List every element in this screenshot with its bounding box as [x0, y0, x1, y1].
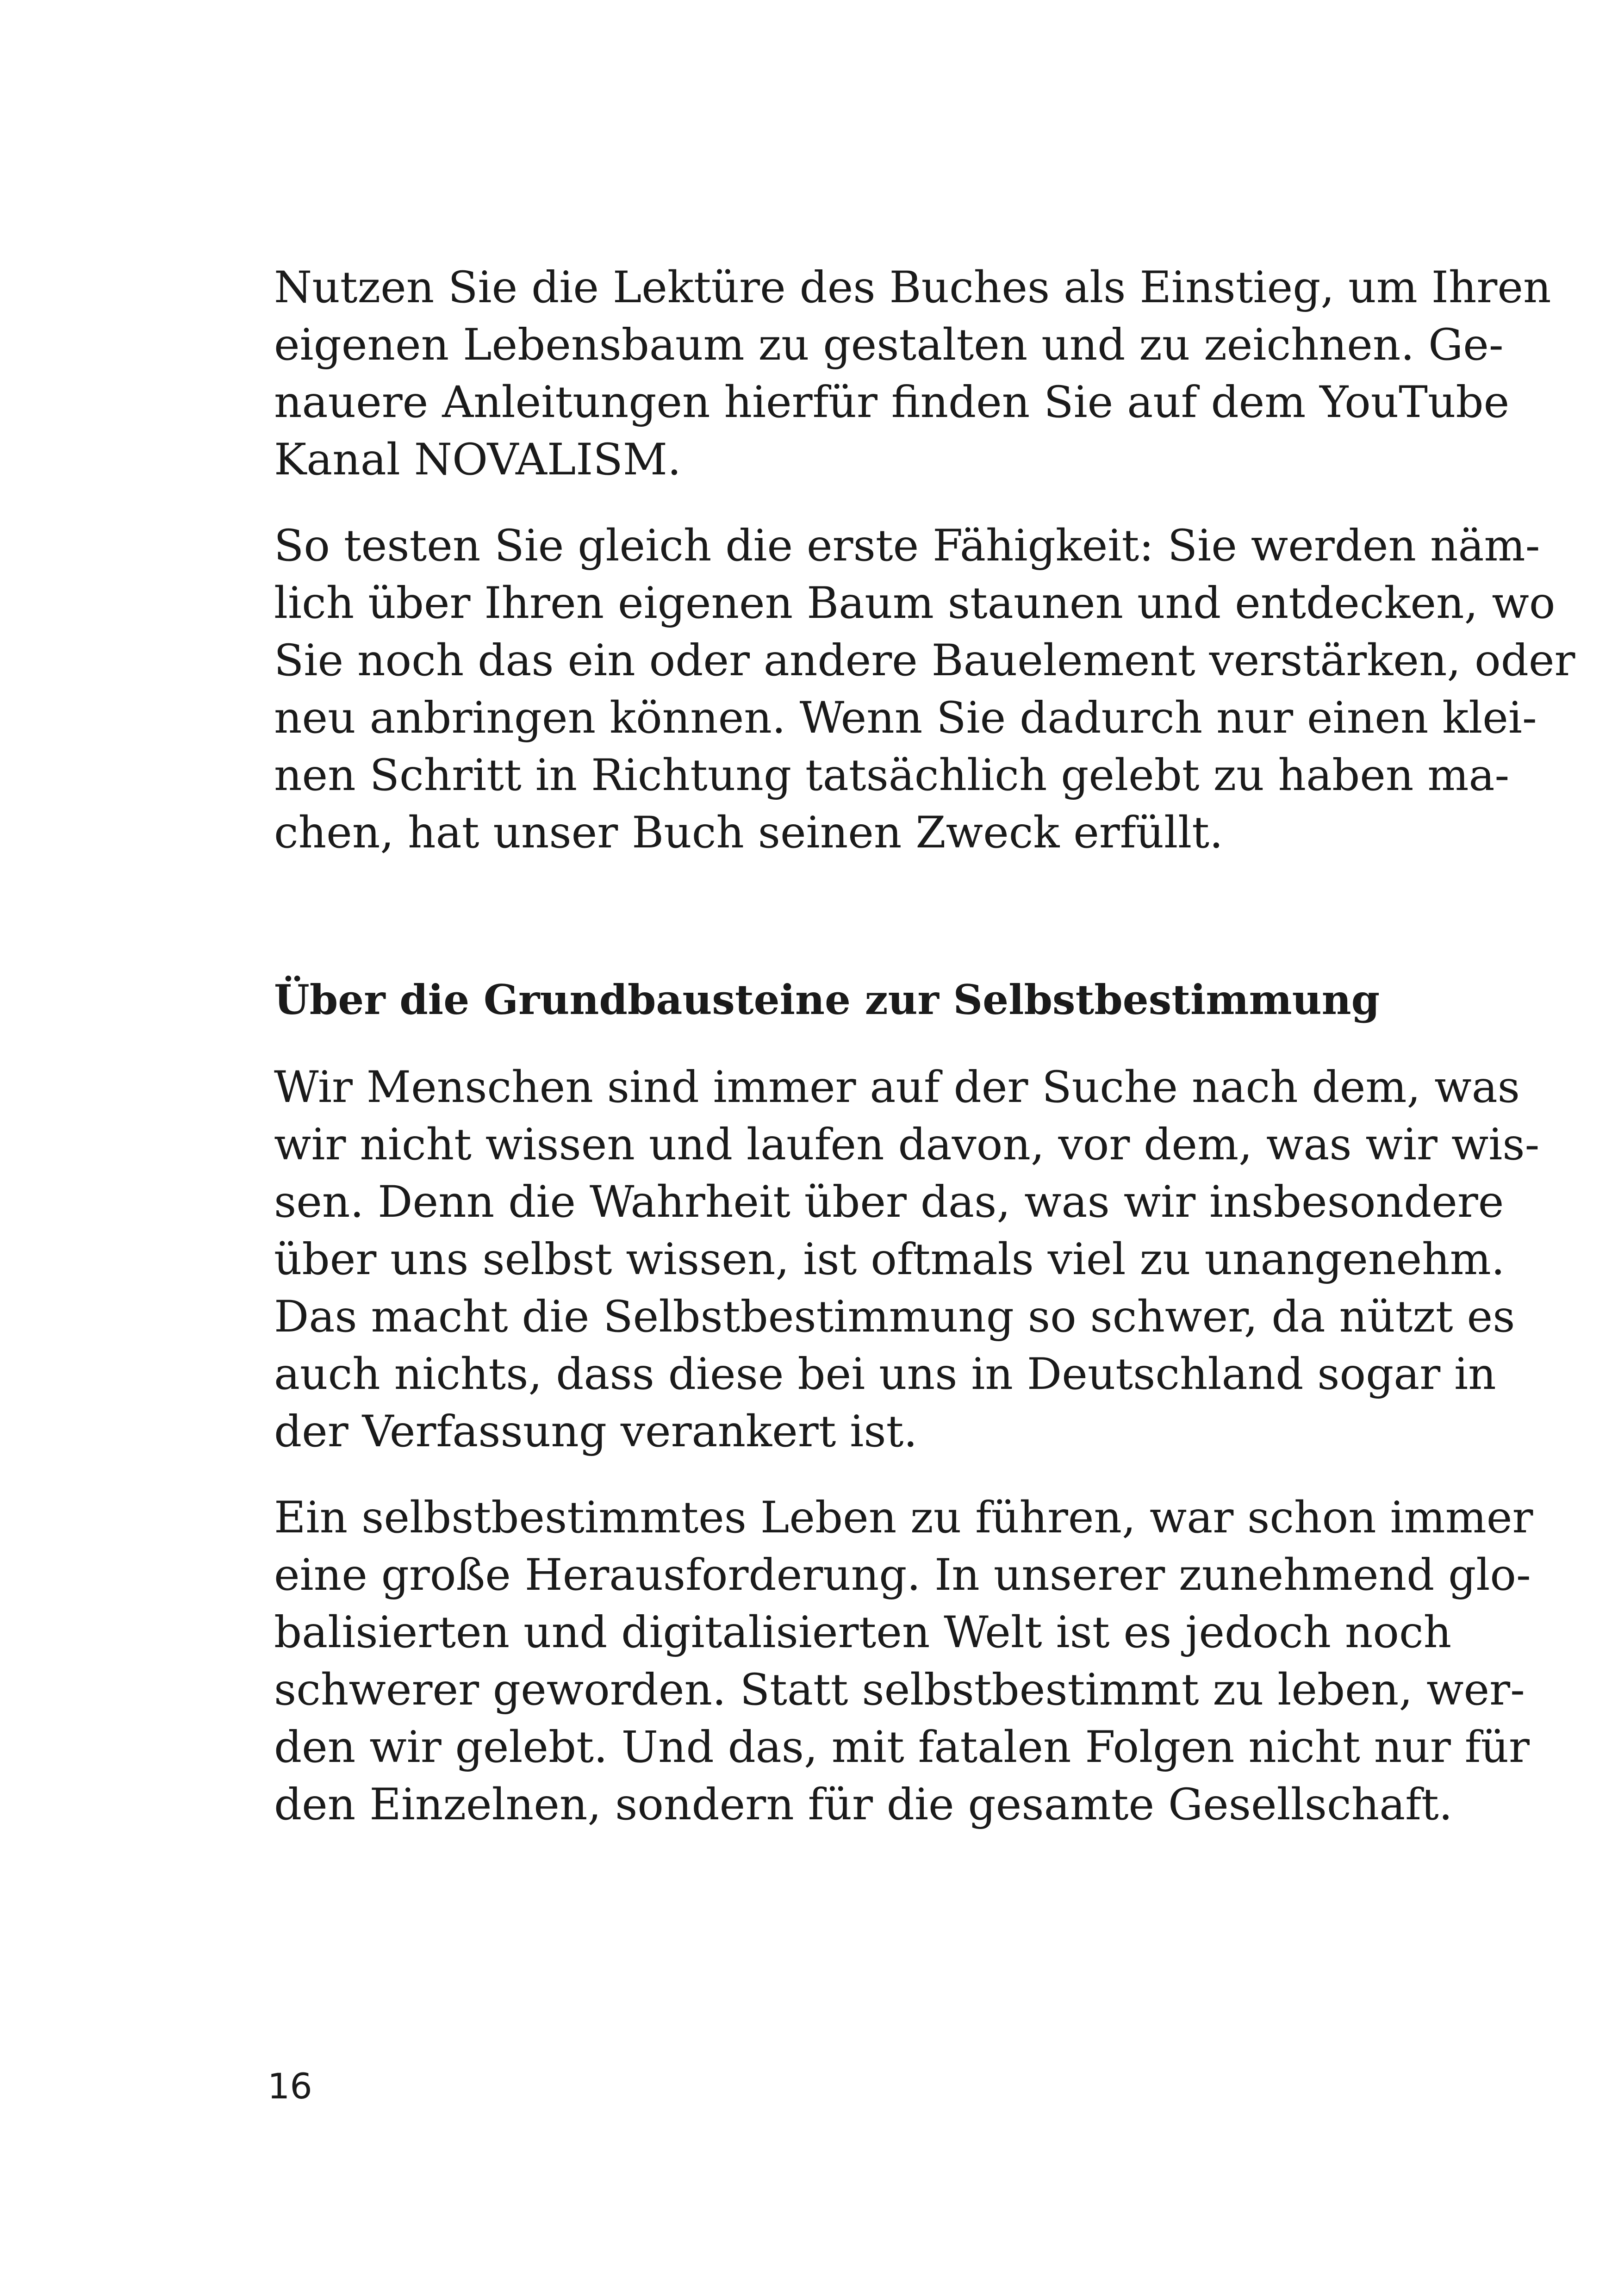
section-heading: Über die Grundbausteine zur Selbstbestimmung	[274, 976, 1380, 1024]
text-line: Nutzen Sie die Lektüre des Buches als Einstieg, um Ihren	[274, 262, 1551, 313]
text-line: Ein selbstbestimmtes Leben zu führen, war schon immer	[274, 1493, 1533, 1543]
paragraph-section-1	[274, 1059, 1540, 1461]
text-line: eigenen Lebensbaum zu gestalten und zu zeichnen. Ge-	[274, 320, 1504, 370]
text-line: sen. Denn die Wahrheit über das, was wir insbesondere	[274, 1177, 1504, 1227]
text-line: wir nicht wissen und laufen davon, vor dem, was wir wis-	[274, 1120, 1540, 1170]
text-line: nen Schritt in Richtung tatsächlich gelebt zu haben ma-	[274, 750, 1510, 801]
text-line: Wir Menschen sind immer auf der Suche nach dem, was	[274, 1062, 1520, 1113]
text-line: Sie noch das ein oder andere Bauelement verstärken, oder	[274, 635, 1575, 686]
text-line: Das macht die Selbstbestimmung so schwer, da nützt es	[274, 1292, 1515, 1342]
paragraph-intro-2	[274, 517, 1575, 862]
text-line: chen, hat unser Buch seinen Zweck erfüllt.	[274, 808, 1223, 858]
paragraph-section-2	[274, 1489, 1533, 1834]
text-line: lich über Ihren eigenen Baum staunen und entdecken, wo	[274, 578, 1556, 628]
text-column	[274, 259, 1575, 1834]
text-line: den Einzelnen, sondern für die gesamte Gesellschaft.	[274, 1780, 1453, 1830]
text-line: schwerer geworden. Statt selbstbestimmt zu leben, wer-	[274, 1665, 1525, 1715]
page-number: 16	[268, 2066, 312, 2107]
text-line: über uns selbst wissen, ist oftmals viel zu unangenehm.	[274, 1234, 1505, 1285]
text-line: balisierten und digitalisierten Welt ist es jedoch noch	[274, 1607, 1452, 1658]
text-line: auch nichts, dass diese bei uns in Deutschland sogar in	[274, 1349, 1496, 1400]
text-line: So testen Sie gleich die erste Fähigkeit: Sie werden näm-	[274, 521, 1540, 571]
text-line: Kanal NOVALISM.	[274, 435, 681, 485]
text-line: den wir gelebt. Und das, mit fatalen Folgen nicht nur für	[274, 1722, 1530, 1773]
text-line: neu anbringen können. Wenn Sie dadurch nur einen klei-	[274, 693, 1537, 743]
paragraph-intro-1	[274, 259, 1551, 489]
text-line: eine große Herausforderung. In unserer zunehmend glo-	[274, 1550, 1531, 1600]
text-line: der Verfassung verankert ist.	[274, 1406, 918, 1457]
text-line: nauere Anleitungen hierfür finden Sie auf dem YouTube	[274, 377, 1510, 428]
